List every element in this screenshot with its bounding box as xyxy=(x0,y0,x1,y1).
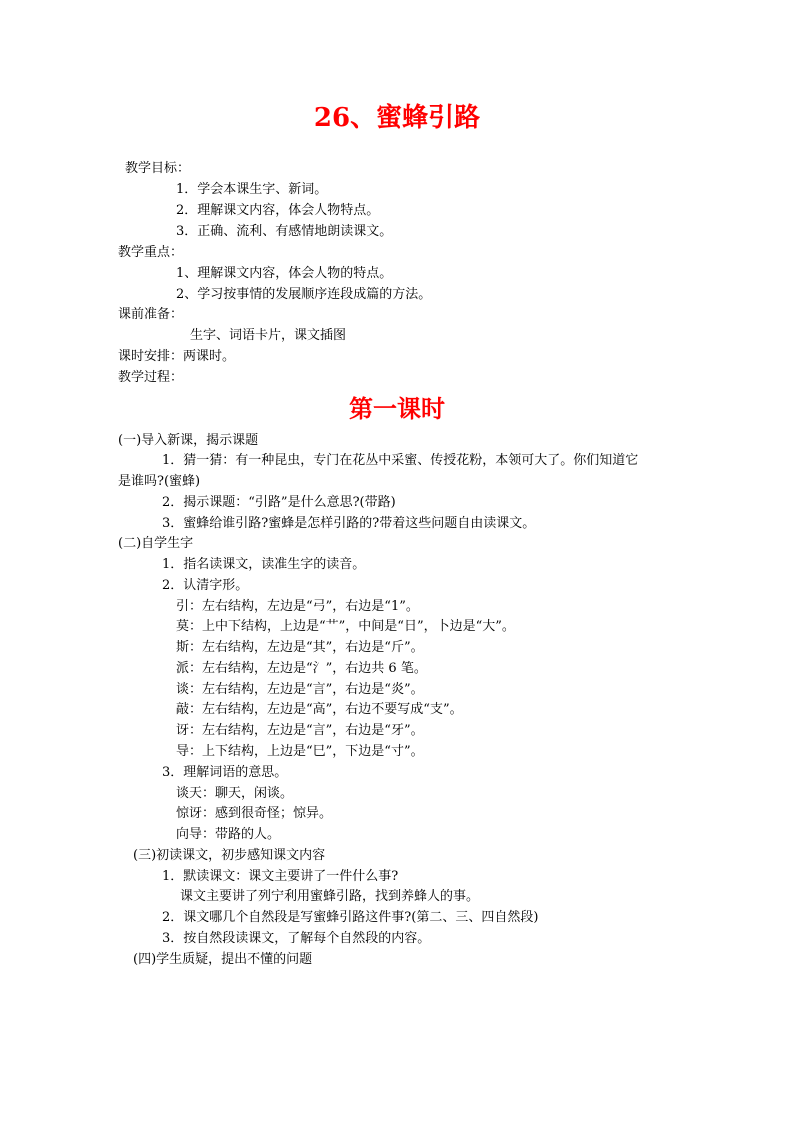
section-heading: (二)自学生字 xyxy=(118,536,194,551)
char-structure-line: 讶：左右结构，左边是“言”，右边是“牙”。 xyxy=(176,723,424,738)
goal-item: 2．理解课文内容，体会人物特点。 xyxy=(176,203,380,218)
section-heading: (四)学生质疑，提出不懂的问题 xyxy=(133,952,313,967)
section-item: 1．默读课文：课文主要讲了一件什么事? xyxy=(162,869,399,884)
section-item: 3．按自然段读课文，了解每个自然段的内容。 xyxy=(162,931,431,946)
char-structure-line: 斯：左右结构，左边是“其”，右边是“斤”。 xyxy=(176,640,424,655)
section-item: 3．理解词语的意思。 xyxy=(162,765,288,780)
process-heading: 教学过程： xyxy=(118,370,184,385)
document-title: 26、蜜蜂引路 xyxy=(313,103,481,133)
goals-heading: 教学目标： xyxy=(125,161,191,176)
section-heading: (一)导入新课，揭示课题 xyxy=(118,433,259,448)
section-heading: (三)初读课文，初步感知课文内容 xyxy=(133,848,326,863)
key-points-heading: 教学重点： xyxy=(118,245,184,260)
key-point-item: 2、学习按事情的发展顺序连段成篇的方法。 xyxy=(176,287,432,302)
word-meaning-line: 惊讶：感到很奇怪；惊异。 xyxy=(176,806,333,821)
char-structure-line: 导：上下结构，上边是“巳”，下边是“寸”。 xyxy=(176,744,424,759)
goal-item: 3．正确、流利、有感情地朗读课文。 xyxy=(176,224,393,239)
section-answer: 课文主要讲了列宁利用蜜蜂引路，找到养蜂人的事。 xyxy=(180,889,480,904)
section-item: 3．蜜蜂给谁引路?蜜蜂是怎样引路的?带着这些问题自由读课文。 xyxy=(162,516,536,531)
section-item: 2．认清字形。 xyxy=(162,578,249,593)
section-item: 2．揭示课题：“引路”是什么意思?(带路) xyxy=(162,495,396,510)
word-meaning-line: 向导：带路的人。 xyxy=(176,827,281,842)
char-structure-line: 敲：左右结构，左边是“高”，右边不要写成“支”。 xyxy=(176,702,463,717)
goal-item: 1．学会本课生字、新词。 xyxy=(176,182,328,197)
section-item: 1．指名读课文，读准生字的读音。 xyxy=(162,557,366,572)
char-structure-line: 莫：上中下结构，上边是“艹”，中间是“日”，卜边是“大”。 xyxy=(176,619,515,634)
word-meaning-line: 谈天：聊天，闲谈。 xyxy=(176,786,294,801)
char-structure-line: 谈：左右结构，左边是“言”，右边是“炎”。 xyxy=(176,682,424,697)
preparation-heading: 课前准备： xyxy=(118,307,184,322)
key-point-item: 1、理解课文内容，体会人物的特点。 xyxy=(176,266,393,281)
schedule-line: 课时安排：两课时。 xyxy=(118,349,236,364)
lesson-title: 第一课时 xyxy=(349,394,445,423)
section-item: 2．课文哪几个自然段是写蜜蜂引路这件事?(第二、三、四自然段) xyxy=(162,910,539,925)
char-structure-line: 派：左右结构，左边是“氵”，右边共 6 笔。 xyxy=(176,661,427,676)
section-item-continuation: 是谁吗?(蜜蜂) xyxy=(118,474,201,489)
preparation-content: 生字、词语卡片，课文插图 xyxy=(190,328,347,343)
section-item: 1．猜一猜：有一种昆虫，专门在花丛中采蜜、传授花粉，本领可大了。你们知道它 xyxy=(162,453,639,468)
char-structure-line: 引：左右结构，左边是“弓”，右边是“1”。 xyxy=(176,599,419,614)
